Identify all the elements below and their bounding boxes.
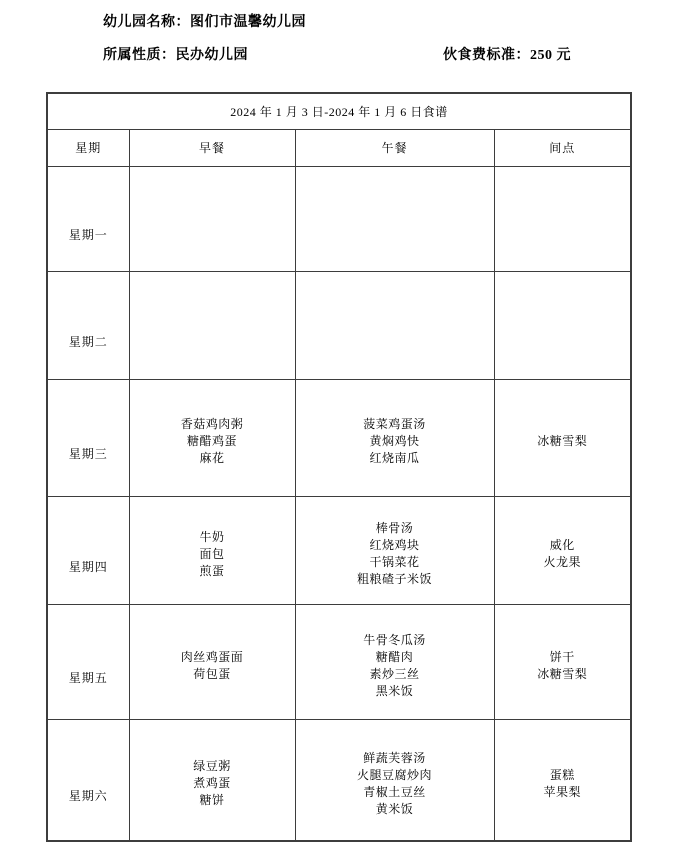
snack-items: 蛋糕 苹果梨 <box>543 767 581 799</box>
snack-cell <box>494 604 631 719</box>
lunch-items: 棒骨汤 红烧鸡块 干锅菜花 粗粮碴子米饭 <box>356 521 432 586</box>
lunch-cell <box>295 604 494 719</box>
day-cell <box>47 496 129 604</box>
day-label: 星期二 <box>68 334 108 349</box>
breakfast-items: 香菇鸡肉粥 糖醋鸡蛋 麻花 <box>180 417 244 465</box>
breakfast-items: 牛奶 面包 煎蛋 <box>199 529 225 578</box>
lunch-cell <box>295 271 494 379</box>
lunch-cell <box>295 166 494 271</box>
table-header-row <box>47 129 631 166</box>
col-header-day: 星期 <box>47 129 129 166</box>
breakfast-cell <box>129 496 295 604</box>
lunch-items: 牛骨冬瓜汤 糖醋肉 素炒三丝 黑米饭 <box>363 632 426 698</box>
lunch-items: 鲜蔬芙蓉汤 火腿豆腐炒肉 青椒土豆丝 黄米饭 <box>356 750 432 816</box>
snack-cell <box>494 271 631 379</box>
day-label: 星期五 <box>68 671 108 685</box>
col-header-lunch: 午餐 <box>295 129 494 166</box>
breakfast-items: 肉丝鸡蛋面 荷包蛋 <box>180 649 244 681</box>
day-cell <box>47 719 129 841</box>
day-cell <box>47 271 129 379</box>
day-label: 星期三 <box>68 447 108 461</box>
menu-table-title: 2024 年 1 月 3 日-2024 年 1 月 6 日食谱 <box>47 93 631 129</box>
col-header-snack: 间点 <box>494 129 631 166</box>
snack-cell <box>494 496 631 604</box>
table-row-monday <box>47 166 631 271</box>
menu-table <box>46 92 632 842</box>
breakfast-cell <box>129 604 295 719</box>
breakfast-items: 绿豆粥 煮鸡蛋 糖饼 <box>193 759 231 808</box>
day-label: 星期四 <box>68 559 108 574</box>
breakfast-cell <box>129 166 295 271</box>
ownership-line: 所属性质：民办幼儿园 <box>103 48 248 63</box>
lunch-cell <box>295 379 494 496</box>
snack-cell <box>494 166 631 271</box>
table-row-wednesday <box>47 379 631 496</box>
breakfast-cell <box>129 719 295 841</box>
meal-fee-line: 伙食费标准：250 元 <box>443 48 571 63</box>
kindergarten-name-line: 幼儿园名称：图们市温馨幼儿园 <box>103 15 306 30</box>
lunch-cell <box>295 719 494 841</box>
breakfast-cell <box>129 379 295 496</box>
snack-cell <box>494 719 631 841</box>
snack-cell <box>494 379 631 496</box>
snack-items: 冰糖雪梨 <box>537 434 588 448</box>
table-row-tuesday <box>47 271 631 379</box>
day-cell <box>47 379 129 496</box>
lunch-cell <box>295 496 494 604</box>
day-label: 星期六 <box>68 789 108 804</box>
breakfast-cell <box>129 271 295 379</box>
snack-items: 威化 火龙果 <box>543 538 581 569</box>
table-row-friday <box>47 604 631 719</box>
table-row-saturday <box>47 719 631 841</box>
table-title-row <box>47 93 631 129</box>
lunch-items: 菠菜鸡蛋汤 黄焖鸡快 红烧南瓜 <box>363 417 426 465</box>
day-cell <box>47 604 129 719</box>
day-label: 星期一 <box>68 228 108 242</box>
day-cell <box>47 166 129 271</box>
table-row-thursday <box>47 496 631 604</box>
snack-items: 饼干 冰糖雪梨 <box>537 649 588 681</box>
col-header-breakfast: 早餐 <box>129 129 295 166</box>
